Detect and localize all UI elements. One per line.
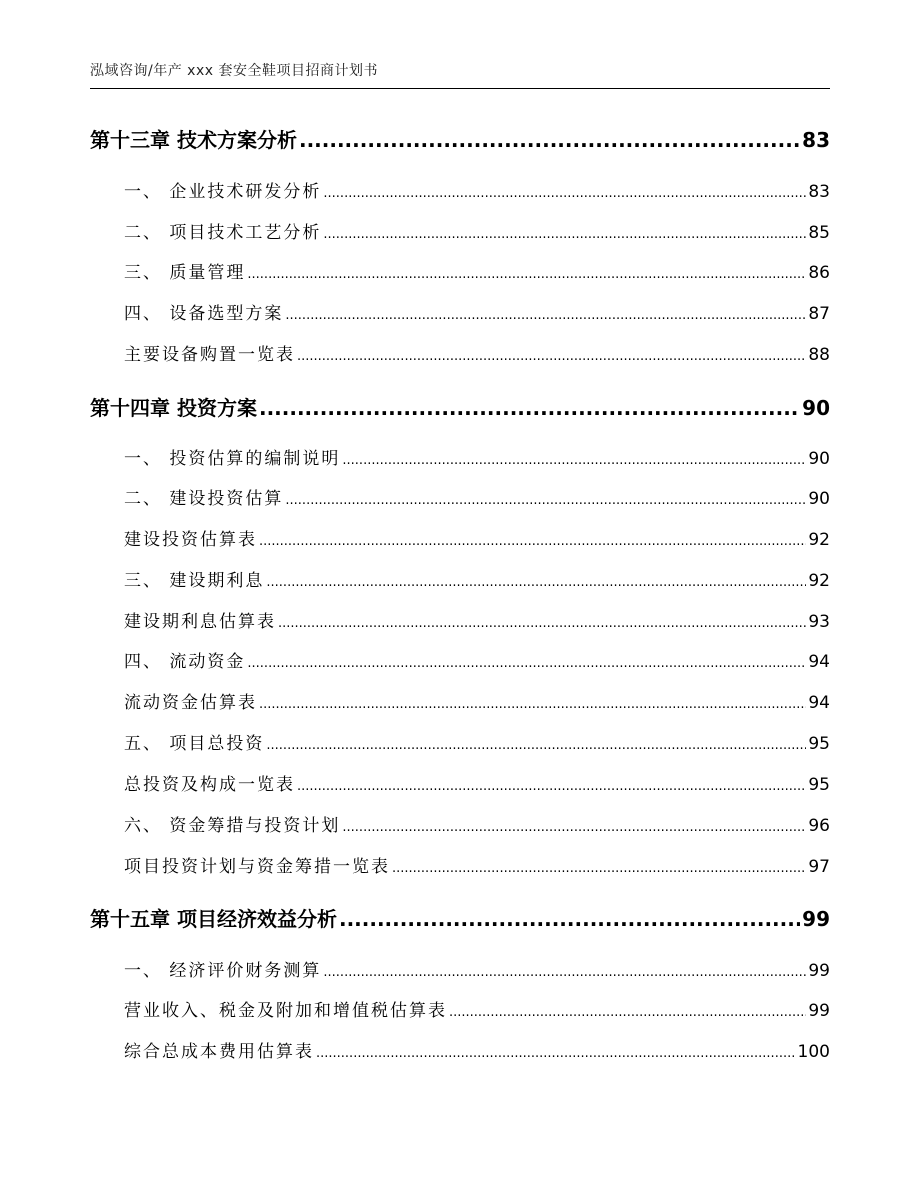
running-header: 泓域咨询/年产 xxx 套安全鞋项目招商计划书	[90, 63, 378, 79]
toc-entry-title: 五、 项目总投资	[124, 734, 265, 754]
toc-entry[interactable]	[124, 729, 830, 754]
toc-dot-leader	[247, 652, 806, 672]
toc-dot-leader	[259, 396, 800, 420]
toc-entry-title: 总投资及构成一览表	[124, 775, 295, 795]
toc-dot-leader	[449, 1001, 806, 1021]
toc-dot-leader	[316, 1042, 796, 1062]
toc-dot-leader	[392, 857, 806, 877]
toc-dot-leader	[342, 449, 806, 469]
toc-entry-title: 第十四章 投资方案	[90, 396, 257, 420]
toc-entry[interactable]	[124, 444, 830, 469]
toc-entry-title: 项目投资计划与资金筹措一览表	[124, 857, 390, 877]
toc-entry-title: 三、 质量管理	[124, 263, 246, 283]
toc-entry-page: 88	[808, 345, 830, 365]
toc-entry-title: 三、 建设期利息	[124, 571, 265, 591]
toc-entry-page: 85	[808, 223, 830, 243]
toc-entry-title: 一、 经济评价财务测算	[124, 961, 322, 981]
toc-entry-title: 营业收入、税金及附加和增值税估算表	[124, 1001, 447, 1021]
toc-dot-leader	[342, 816, 806, 836]
toc-entry-title: 主要设备购置一览表	[124, 345, 295, 365]
toc-entry-title: 流动资金估算表	[124, 693, 257, 713]
toc-entry-title: 四、 设备选型方案	[124, 304, 284, 324]
toc-entry[interactable]	[124, 1037, 830, 1062]
toc-entry-title: 二、 建设投资估算	[124, 489, 284, 509]
toc-entry[interactable]	[124, 218, 830, 243]
toc-dot-leader	[259, 693, 806, 713]
toc-entry-page: 99	[802, 907, 830, 931]
toc-entry-page: 93	[808, 612, 830, 632]
toc-entry[interactable]	[124, 688, 830, 713]
toc-dot-leader	[278, 612, 806, 632]
toc-entry-page: 90	[808, 449, 830, 469]
toc-entry-title: 建设投资估算表	[124, 530, 257, 550]
toc-dot-leader	[285, 304, 806, 324]
toc-entry-title: 四、 流动资金	[124, 652, 246, 672]
toc-entry-title: 综合总成本费用估算表	[124, 1042, 314, 1062]
toc-chapter-15[interactable]	[90, 903, 830, 932]
toc-entry-page: 92	[808, 571, 830, 591]
toc-entry-page: 90	[802, 396, 830, 420]
toc-entry-page: 96	[808, 816, 830, 836]
toc-entry-title: 六、 资金筹措与投资计划	[124, 816, 341, 836]
toc-dot-leader	[323, 182, 806, 202]
toc-entry-title: 一、 企业技术研发分析	[124, 182, 322, 202]
toc-entry-title: 一、 投资估算的编制说明	[124, 449, 341, 469]
toc-entry[interactable]	[124, 566, 830, 591]
toc-dot-leader	[323, 961, 806, 981]
toc-dot-leader	[259, 530, 806, 550]
toc-entry[interactable]	[124, 647, 830, 672]
toc-entry[interactable]	[124, 177, 830, 202]
toc-dot-leader	[266, 734, 806, 754]
toc-entry-page: 100	[797, 1042, 830, 1062]
toc-entry-page: 94	[808, 693, 830, 713]
toc-entry-page: 99	[808, 961, 830, 981]
toc-entry[interactable]	[124, 770, 830, 795]
toc-entry-page: 83	[802, 128, 830, 152]
toc-entry-title: 第十五章 项目经济效益分析	[90, 907, 337, 931]
toc-entry[interactable]	[124, 258, 830, 283]
toc-dot-leader	[247, 263, 806, 283]
toc-entry[interactable]	[124, 956, 830, 981]
toc-entry[interactable]	[124, 607, 830, 632]
toc-dot-leader	[266, 571, 806, 591]
toc-entry-page: 87	[808, 304, 830, 324]
toc-dot-leader	[297, 775, 806, 795]
toc-entry-page: 95	[808, 734, 830, 754]
toc-dot-leader	[323, 223, 806, 243]
toc-entry[interactable]	[124, 340, 830, 365]
toc-entry-page: 99	[808, 1001, 830, 1021]
toc-entry[interactable]	[124, 996, 830, 1021]
toc-entry-page: 83	[808, 182, 830, 202]
toc-entry-title: 二、 项目技术工艺分析	[124, 223, 322, 243]
toc-chapter-13[interactable]	[90, 124, 830, 153]
toc-dot-leader	[299, 128, 800, 152]
toc-entry[interactable]	[124, 525, 830, 550]
toc-dot-leader	[297, 345, 806, 365]
toc-dot-leader	[339, 907, 800, 931]
toc-entry-page: 97	[808, 857, 830, 877]
toc-entry[interactable]	[124, 484, 830, 509]
toc-entry[interactable]	[124, 852, 830, 877]
toc-entry-title: 建设期利息估算表	[124, 612, 276, 632]
toc-entry[interactable]	[124, 811, 830, 836]
toc-chapter-14[interactable]	[90, 392, 830, 421]
toc-entry-title: 第十三章 技术方案分析	[90, 128, 297, 152]
toc-entry-page: 90	[808, 489, 830, 509]
toc-entry-page: 95	[808, 775, 830, 795]
toc-entry-page: 86	[808, 263, 830, 283]
toc-entry-page: 94	[808, 652, 830, 672]
toc-entry[interactable]	[124, 299, 830, 324]
toc-dot-leader	[285, 489, 806, 509]
toc-entry-page: 92	[808, 530, 830, 550]
